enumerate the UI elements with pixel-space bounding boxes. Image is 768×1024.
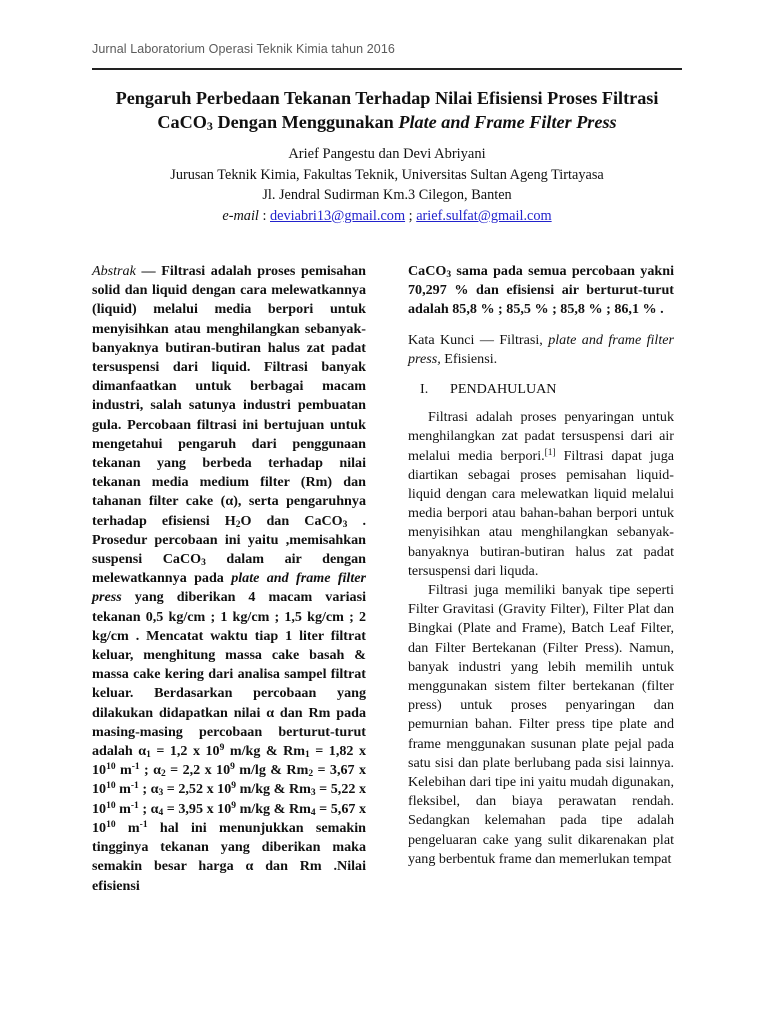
superscript: -1 bbox=[131, 762, 140, 773]
email-link-1[interactable]: deviabri13@gmail.com bbox=[270, 207, 406, 224]
abstract-text-6: hal ini menunjukkan semakin tingginya tekanan yang diberikan maka semakin besar harga α dan Rm .Nilai efisiensi bbox=[92, 819, 367, 894]
intro-text-1b: Filtrasi dapat juga diartikan sebagai proses pemisahan liquid-liquid dengan cara melewatkan liquid melalui media berpori atau bahan-bahan berpori untuk menyisihkan atau menghilangkan sebanyak-banyaknya butiran-butiran halus zat padat tersuspensi dari liquda. bbox=[408, 447, 674, 579]
title-block bbox=[80, 86, 694, 226]
alpha-1-unit: m/kg & Rm bbox=[224, 743, 306, 760]
keyword-3: Efisiensi. bbox=[440, 350, 498, 367]
rm-1-unit: m bbox=[115, 762, 132, 779]
subscript: 3 bbox=[201, 558, 206, 569]
superscript: 10 bbox=[106, 781, 116, 792]
rm-4-unit: m bbox=[115, 819, 140, 836]
section-number: I. bbox=[420, 381, 429, 398]
alpha-3-value: = 2,52 x 10 bbox=[163, 781, 232, 798]
keywords-label: Kata Kunci bbox=[408, 331, 475, 348]
subscript: 3 bbox=[310, 788, 316, 799]
intro-paragraph-1 bbox=[408, 408, 674, 581]
superscript: 10 bbox=[106, 800, 116, 811]
superscript: 9 bbox=[231, 781, 237, 792]
abstract-cont-caco: CaCO bbox=[408, 263, 447, 279]
email-separator: : bbox=[258, 207, 271, 224]
superscript: -1 bbox=[130, 781, 139, 792]
keywords-dash: — bbox=[474, 331, 500, 348]
running-head: Jurnal Laboratorium Operasi Teknik Kimia tahun 2016 bbox=[92, 42, 395, 56]
abstract-sep: ; α bbox=[138, 800, 159, 817]
alpha-3-unit: m/kg & Rm bbox=[236, 781, 311, 798]
section-heading bbox=[408, 380, 674, 399]
alpha-1-value: = 1,2 x 10 bbox=[150, 743, 220, 760]
subscript: 1 bbox=[146, 750, 151, 761]
superscript: 10 bbox=[106, 819, 116, 830]
abstract-paragraph bbox=[92, 262, 366, 896]
superscript: 9 bbox=[219, 743, 225, 754]
rm-2-value: = 3,67 x 10 bbox=[92, 762, 367, 798]
abstract-text-2: O dan CaCO bbox=[240, 512, 343, 529]
abstract-italic-term: plate and frame filter press bbox=[92, 570, 367, 606]
section-title: PENDAHULUAN bbox=[450, 381, 557, 398]
alpha-2-unit: m/lg & Rm bbox=[234, 762, 309, 779]
superscript: 9 bbox=[231, 800, 237, 811]
abstract-sep: ; α bbox=[139, 762, 162, 779]
header-rule bbox=[92, 68, 682, 70]
subscript: 4 bbox=[158, 807, 164, 818]
intro-text-1a: Filtrasi adalah proses penyaringan untuk menghilangkan zat padat tersuspensi dari air melalui media berpori. bbox=[408, 409, 674, 464]
subscript: 1 bbox=[305, 750, 310, 761]
abstract-cont-text: sama pada semua percobaan yakni 70,297 % dan efisiensi air berturut-turut adalah 85,8 % ; 85,5 % ; 85,8 % ; 86,1 % . bbox=[408, 263, 674, 318]
abstract-text-5: yang diberikan 4 macam variasi tekanan 0,5 kg/cm ; 1 kg/cm ; 1,5 kg/cm ; 2 kg/cm . Mencatat waktu tiap 1 liter filtrat keluar, menghitung massa cake basah & massa cake kering dari analisa sampel filtrat keluar. Berdasarkan percobaan yang dilakukan didapatkan nilai α dan Rm pada masing-masing percobaan berturut-turut adalah α bbox=[92, 589, 366, 760]
superscript: 10 bbox=[106, 762, 116, 773]
subscript: 3 bbox=[158, 788, 164, 799]
abstract-sep: ; α bbox=[138, 781, 159, 798]
affiliation: Jurusan Teknik Kimia, Fakultas Teknik, Universitas Sultan Ageng Tirtayasa bbox=[170, 166, 604, 183]
right-column bbox=[408, 262, 674, 869]
rm-3-unit: m bbox=[115, 800, 131, 817]
abstract-dash: — bbox=[135, 263, 162, 279]
keyword-2: plate and frame filter press, bbox=[408, 331, 674, 367]
abstract-continuation bbox=[408, 262, 674, 320]
intro-paragraph-2: Filtrasi juga memiliki banyak tipe seperti Filter Gravitasi (Gravity Filter), Filter Plat dan Bingkai (Plate and Frame), Batch Leaf Filter, dan Filter Bertekanan (Filter Press). Namun, banyak industri yang lebih memilih untuk menggunakan sistem filter bertekanan (filter press) untuk proses penyaringan dan pemurnian bahan. Filter press tipe plate and frame menggunakan susunan plate pejal pada satu sisi dan plate berlubang pada sisi lainnya. Kelebihan dari tipe ini yaitu mudah digunakan, fleksibel, dan biaya perawatan rendah. Sedangkan kelemahan pada tipe adalah pengeluaran cake yang sulit dikarenakan plat yang berbentuk frame dan memerlukan tempat bbox=[408, 582, 674, 867]
email-link-2[interactable]: arief.sulfat@gmail.com bbox=[416, 207, 552, 224]
alpha-4-value: = 3,95 x 10 bbox=[163, 800, 232, 817]
left-column bbox=[92, 262, 366, 896]
rm-1-value: = 1,82 x 10 bbox=[92, 743, 366, 779]
subscript: 4 bbox=[310, 807, 316, 818]
keywords bbox=[408, 331, 674, 369]
title-caco-subscript: 3 bbox=[206, 119, 213, 133]
superscript: 9 bbox=[230, 762, 235, 773]
superscript: -1 bbox=[130, 800, 139, 811]
subscript: 2 bbox=[235, 519, 241, 530]
abstract-text-3: . Prosedur percobaan ini yaitu ,memisahkan suspensi CaCO bbox=[92, 512, 366, 568]
superscript: -1 bbox=[139, 819, 148, 830]
rm-2-unit: m bbox=[115, 781, 131, 798]
rm-4-value: = 5,67 x 10 bbox=[92, 800, 367, 836]
paper-title-line-1: Pengaruh Perbedaan Tekanan Terhadap Nilai Efisiensi Proses Filtrasi bbox=[115, 88, 659, 108]
subscript: 2 bbox=[308, 769, 314, 780]
email-between: ; bbox=[405, 207, 417, 224]
citation-ref[interactable]: [1] bbox=[544, 447, 556, 458]
email-label: e-mail bbox=[222, 207, 259, 224]
abstract-text-1: Filtrasi adalah proses pemisahan solid dan liquid dengan cara melewatkannya (liquid) melalui media berpori untuk menyisihkan atau menghilangkan sebanyak-banyaknya butiran-butiran halus zat padat tersuspensi dari liquid. Filtrasi banyak dimanfaatkan untuk berbagai macam industri, salah satunya industri pembuatan gula. Percobaan filtrasi ini bertujuan untuk mengetahui pengaruh dari penggunaan tekanan yang berbeda terhadap nilai tekanan media medium filter (Rm) dan tahanan filter cake (α), serta pengaruhnya terhadap efisiensi H bbox=[92, 263, 367, 529]
title-caco: CaCO bbox=[157, 112, 207, 132]
abstract-label: Abstrak bbox=[92, 263, 136, 279]
alpha-2-value: = 2,2 x 10 bbox=[165, 762, 231, 779]
rm-3-value: = 5,22 x 10 bbox=[92, 781, 367, 817]
alpha-4-unit: m/kg & Rm bbox=[236, 800, 311, 817]
keyword-1: Filtrasi, bbox=[499, 331, 549, 348]
authors: Arief Pangestu dan Devi Abriyani bbox=[288, 146, 486, 162]
subscript: 2 bbox=[161, 769, 166, 780]
subscript: 3 bbox=[446, 270, 452, 280]
address: Jl. Jendral Sudirman Km.3 Cilegon, Banten bbox=[262, 187, 512, 203]
title-italic: Plate and Frame Filter Press bbox=[398, 112, 617, 132]
subscript: 3 bbox=[342, 519, 348, 530]
abstract-text-4: dalam air dengan melewatkannya pada bbox=[92, 551, 366, 587]
email-line bbox=[80, 206, 694, 227]
paper-title-line-2 bbox=[80, 110, 694, 134]
title-middle: Dengan Menggunakan bbox=[212, 112, 399, 132]
